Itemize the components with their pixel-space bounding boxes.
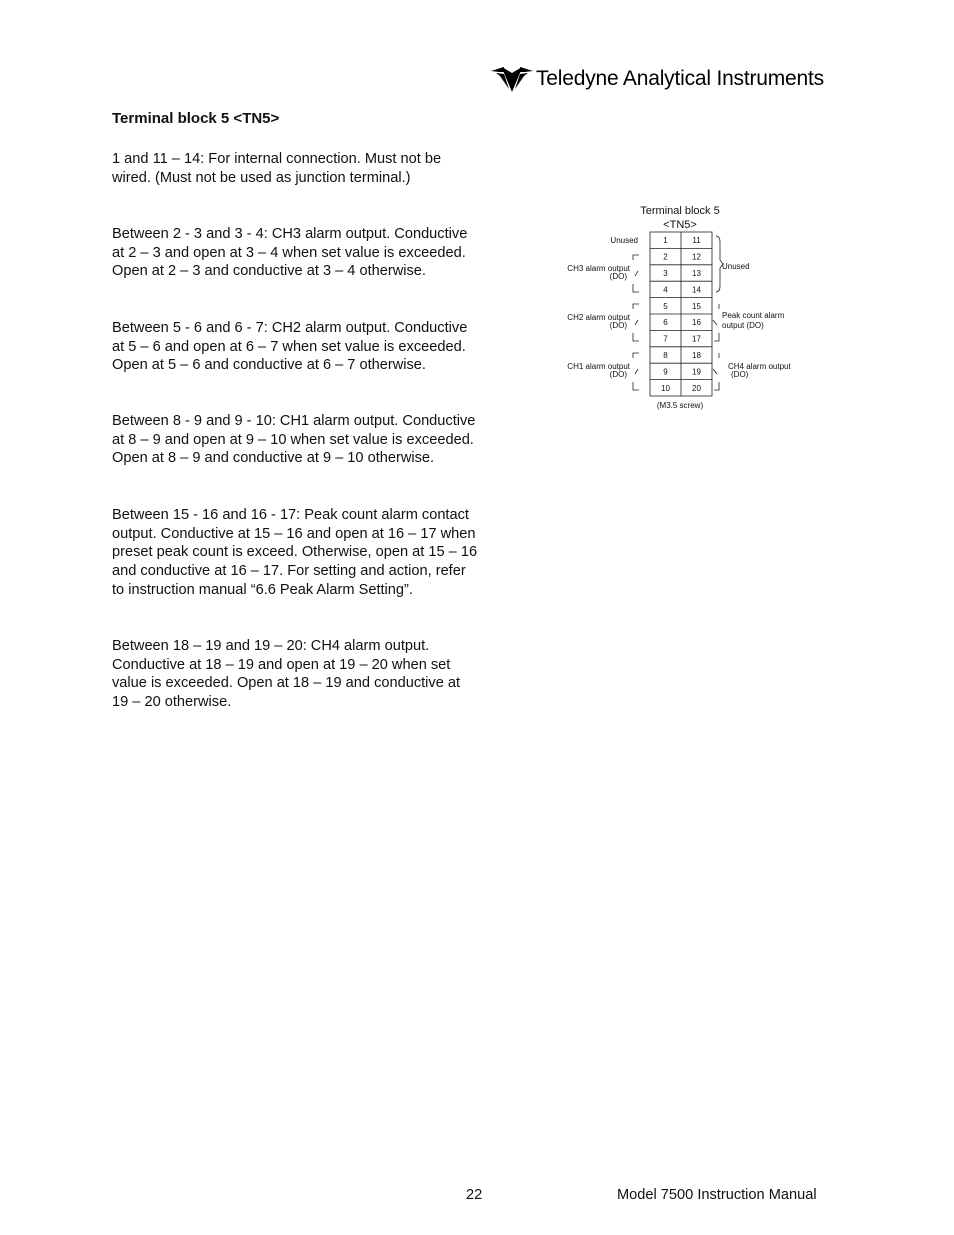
paragraph-ch3: [112, 225, 512, 281]
label-left-unused: Unused: [610, 236, 638, 245]
text-line: output. Conductive at 15 – 16 and open at 16 – 17 when: [112, 525, 476, 542]
page-header: [490, 64, 824, 94]
label-ch2-line1: CH2 alarm output: [567, 313, 630, 322]
text-line: at 8 – 9 and open at 9 – 10 when set value is exceeded.: [112, 431, 474, 448]
left-terminal-4: 4: [663, 285, 668, 295]
right-terminal-18: 18: [692, 351, 701, 360]
left-terminal-2: 2: [663, 252, 668, 262]
text-line: preset peak count is exceed. Otherwise, open at 15 – 16: [112, 544, 478, 561]
paragraph-ch4: [112, 637, 512, 712]
text-line: Between 15 - 16 and 16 - 17: Peak count alarm contact: [112, 507, 469, 523]
label-right-unused: Unused: [722, 262, 750, 271]
left-terminal-10: 10: [661, 383, 670, 393]
diagram-title: Terminal block 5: [640, 205, 720, 217]
text-line: at 5 – 6 and open at 6 – 7 when set value is exceeded.: [112, 338, 466, 355]
wiring-marks: [633, 236, 723, 390]
text-line: Open at 8 – 9 and conductive at 9 – 10 otherwise.: [112, 450, 435, 467]
right-terminal-numbers: [692, 236, 701, 393]
right-terminal-15: 15: [692, 301, 701, 311]
text-line: to instruction manual “6.6 Peak Alarm Setting”.: [112, 581, 413, 598]
text-line: 1 and 11 – 14: For internal connection. Must not be: [112, 151, 442, 167]
text-line: Open at 5 – 6 and conductive at 6 – 7 otherwise.: [112, 357, 426, 374]
text-line: Between 18 – 19 and 19 – 20: CH4 alarm output.: [112, 638, 430, 654]
right-terminal-20: 20: [692, 383, 701, 393]
paragraph-internal: [112, 150, 512, 187]
right-terminal-14: 14: [692, 285, 701, 295]
right-terminal-19: 19: [692, 367, 701, 377]
text-line: and conductive at 16 – 17. For setting and action, refer: [112, 563, 466, 580]
label-ch3-line1: CH3 alarm output: [567, 264, 630, 273]
text-line: at 2 – 3 and open at 3 – 4 when set value is exceeded.: [112, 244, 466, 261]
right-terminal-11: 11: [692, 236, 701, 246]
paragraph-ch1: [112, 412, 512, 468]
left-terminal-3: 3: [663, 269, 668, 278]
brand-name: Teledyne Analytical Instruments: [536, 67, 824, 90]
left-terminal-7: 7: [663, 334, 668, 344]
teledyne-logo-icon: [490, 64, 534, 94]
paragraph-ch2: [112, 319, 512, 375]
right-terminal-13: 13: [692, 269, 701, 278]
left-terminal-5: 5: [663, 301, 668, 311]
text-line: value is exceeded. Open at 18 – 19 and conductive at: [112, 675, 461, 692]
page-number: 22: [466, 1187, 483, 1203]
left-terminal-9: 9: [663, 367, 668, 377]
text-line: 19 – 20 otherwise.: [112, 694, 232, 711]
left-terminal-1: 1: [663, 236, 668, 246]
section-title: Terminal block 5 <TN5>: [112, 110, 280, 127]
left-terminal-6: 6: [663, 318, 668, 328]
manual-title: Model 7500 Instruction Manual: [617, 1187, 817, 1203]
label-ch3-line2: (DO): [609, 272, 627, 281]
terminal-block-diagram: [553, 198, 813, 413]
label-ch4-line1: CH4 alarm output: [728, 362, 791, 371]
text-line: Between 5 - 6 and 6 - 7: CH2 alarm output. Conductive: [112, 320, 468, 336]
label-peak-line1: Peak count alarm: [722, 311, 785, 320]
screw-note: (M3.5 screw): [656, 401, 704, 410]
terminal-grid: [650, 232, 712, 396]
label-ch1-line2: (DO): [609, 370, 627, 379]
text-line: Open at 2 – 3 and conductive at 3 – 4 otherwise.: [112, 263, 426, 280]
label-ch4-line2: (DO): [731, 370, 749, 379]
left-terminal-numbers: [661, 236, 670, 393]
right-terminal-12: 12: [692, 252, 701, 262]
right-terminal-17: 17: [692, 334, 701, 344]
paragraph-peak: [112, 506, 512, 600]
label-ch1-line1: CH1 alarm output: [567, 362, 630, 371]
left-terminal-8: 8: [663, 351, 668, 360]
text-line: Between 2 - 3 and 3 - 4: CH3 alarm output. Conductive: [112, 226, 468, 242]
text-line: wired. (Must not be used as junction terminal.): [112, 169, 411, 186]
label-ch2-line2: (DO): [609, 321, 627, 330]
text-line: Between 8 - 9 and 9 - 10: CH1 alarm output. Conductive: [112, 413, 476, 429]
right-terminal-16: 16: [692, 318, 701, 328]
diagram-subtitle: <TN5>: [663, 219, 697, 231]
text-line: Conductive at 18 – 19 and open at 19 – 20 when set: [112, 656, 451, 673]
label-peak-line2: output (DO): [722, 321, 764, 330]
